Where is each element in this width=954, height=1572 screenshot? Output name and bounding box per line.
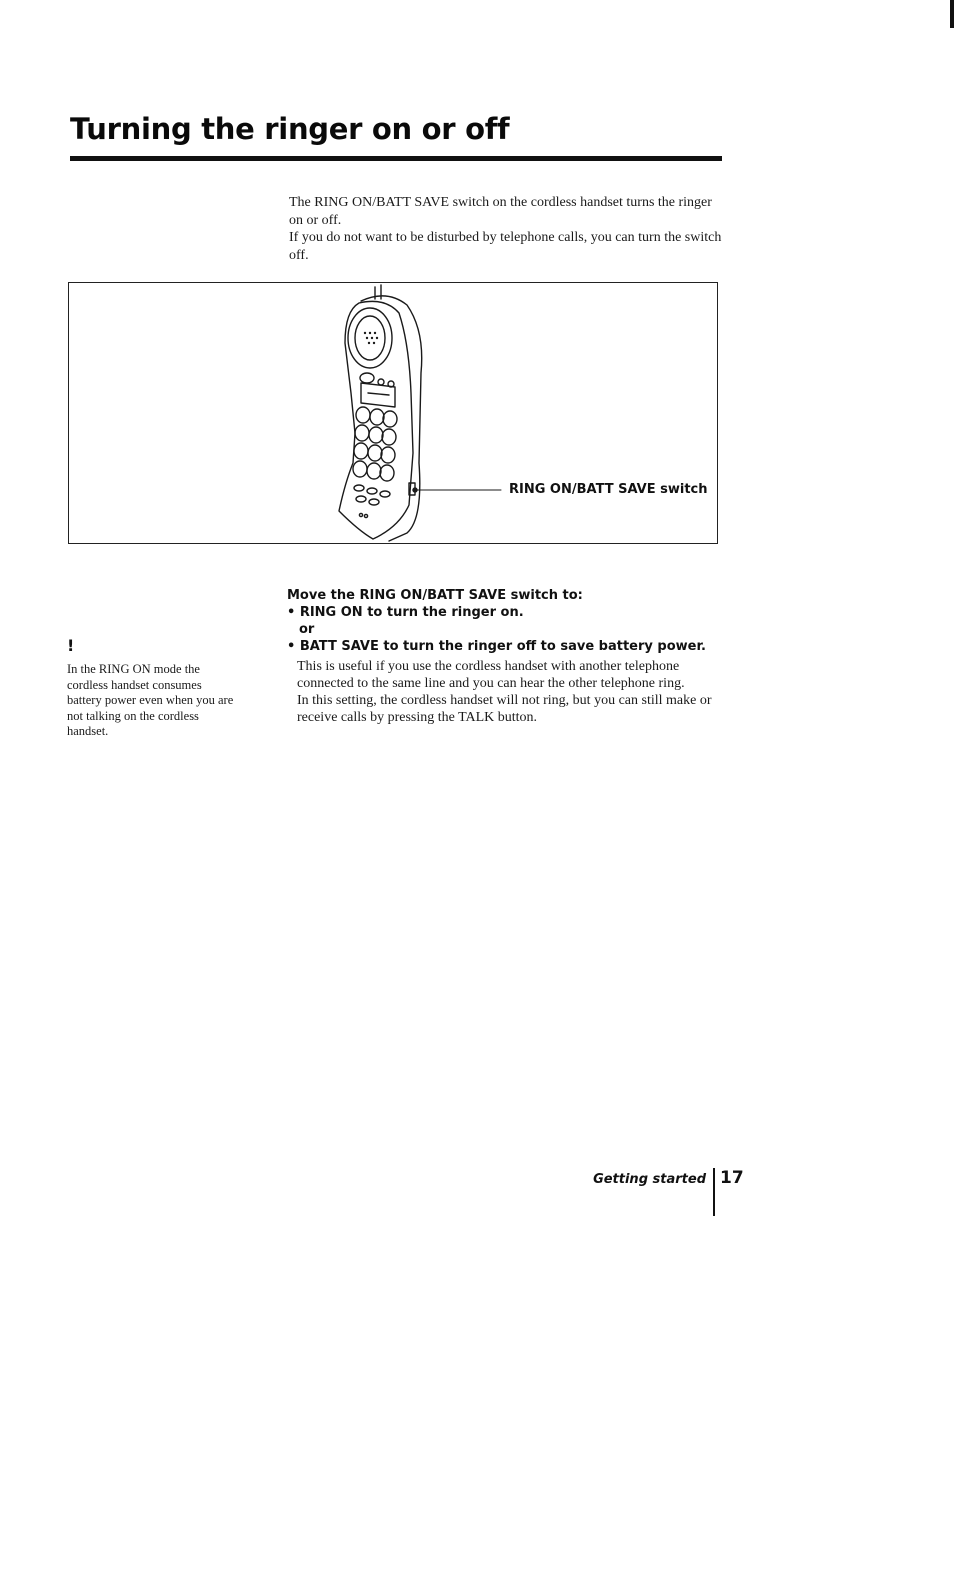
instruction-or: or	[299, 622, 315, 637]
intro-paragraph-2: If you do not want to be disturbed by telephone calls, you can turn the switch off.	[289, 230, 722, 263]
cordless-handset-illustration	[69, 283, 719, 545]
intro-text	[289, 194, 729, 264]
page-edge-mark	[950, 0, 954, 28]
page-number: 17	[720, 1168, 744, 1188]
page-title: Turning the ringer on or off	[70, 112, 510, 146]
switch-callout-label: RING ON/BATT SAVE switch	[509, 482, 708, 497]
footer-divider	[713, 1168, 715, 1216]
detail-paragraph-2: In this setting, the cordless handset will not ring, but you can still make or receive calls by pressing the TALK button.	[297, 693, 712, 725]
instruction-detail	[297, 658, 717, 726]
instruction-bullet-ring-on: • RING ON to turn the ringer on.	[287, 605, 524, 620]
caution-note: In the RING ON mode the cordless handset consumes battery power even when you are not talking on the cordless handset.	[67, 662, 234, 738]
caution-mark: !	[67, 636, 75, 655]
instruction-bullet-batt-save: • BATT SAVE to turn the ringer off to save battery power.	[287, 639, 706, 654]
handset-illustration-box	[68, 282, 718, 544]
title-underline	[70, 156, 722, 161]
intro-paragraph-1: The RING ON/BATT SAVE switch on the cordless handset turns the ringer on or off.	[289, 195, 712, 228]
handset-front-outline	[339, 301, 413, 539]
detail-paragraph-1: This is useful if you use the cordless handset with another telephone connected to the same line and you can hear the other telephone ring.	[297, 659, 685, 691]
footer-section-name: Getting started	[593, 1172, 706, 1187]
instruction-heading: Move the RING ON/BATT SAVE switch to:	[287, 588, 583, 603]
keypad	[353, 407, 397, 481]
earpiece-inner	[355, 316, 385, 360]
